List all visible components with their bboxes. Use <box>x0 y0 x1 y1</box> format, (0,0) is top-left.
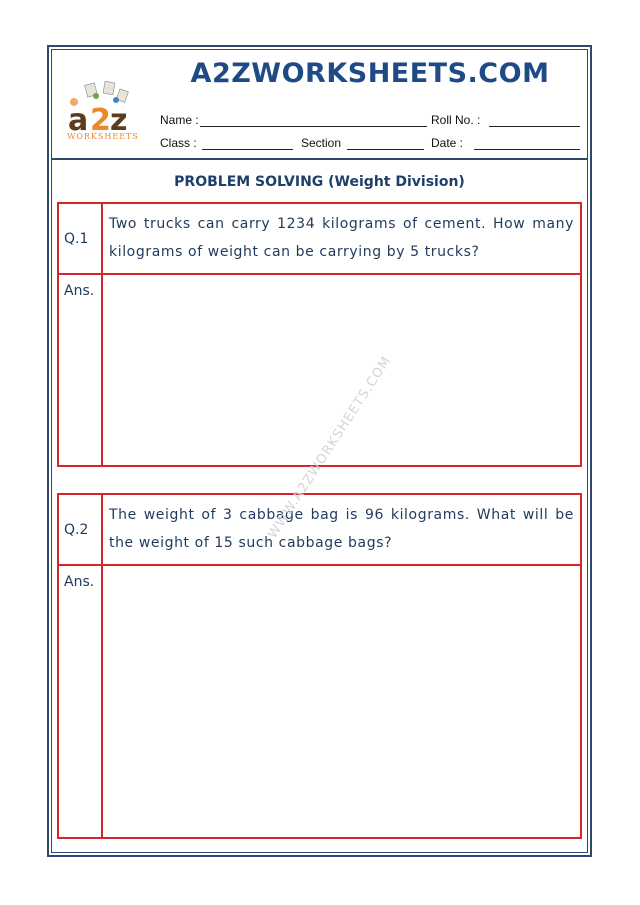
svg-text:z: z <box>110 103 128 138</box>
date-field[interactable] <box>474 149 580 150</box>
roll-no-field[interactable] <box>489 126 580 127</box>
question-number-2: Q.2 <box>59 495 103 564</box>
answer-row-1 <box>59 273 580 465</box>
answer-label-2: Ans. <box>59 566 103 837</box>
site-title: A2ZWORKSHEETS.COM <box>190 58 550 89</box>
question-row-2 <box>59 495 580 564</box>
question-number-1: Q.1 <box>59 204 103 273</box>
name-field[interactable] <box>200 126 427 127</box>
answer-area-2[interactable] <box>103 566 580 837</box>
header-divider <box>51 158 588 160</box>
answer-label-1: Ans. <box>59 275 103 465</box>
logo-subtext: WORKSHEETS <box>67 132 139 141</box>
class-label: Class : <box>160 136 197 150</box>
section-label: Section <box>301 136 342 150</box>
class-field[interactable] <box>202 149 293 150</box>
answer-row-2 <box>59 564 580 837</box>
question-box-2 <box>57 493 582 839</box>
watermark: WWW.A2ZWORKSHEETS.COM <box>265 353 395 542</box>
roll-no-label: Roll No. : <box>431 113 481 127</box>
svg-text:2: 2 <box>90 103 111 138</box>
svg-text:a: a <box>68 103 89 138</box>
question-box-1 <box>57 202 582 467</box>
sheet-heading: PROBLEM SOLVING (Weight Division) <box>174 174 465 190</box>
question-text-2: The weight of 3 cabbage bag is 96 kilograms. What will be the weight of 15 such cabbage bags? <box>109 507 574 551</box>
name-label: Name : <box>160 113 199 127</box>
question-text-1: Two trucks can carry 1234 kilograms of cement. How many kilograms of weight can be carrying by 5 trucks? <box>109 216 574 260</box>
date-label: Date : <box>431 136 464 150</box>
question-row-1 <box>59 204 580 273</box>
site-logo <box>60 78 146 146</box>
section-field[interactable] <box>347 149 424 150</box>
